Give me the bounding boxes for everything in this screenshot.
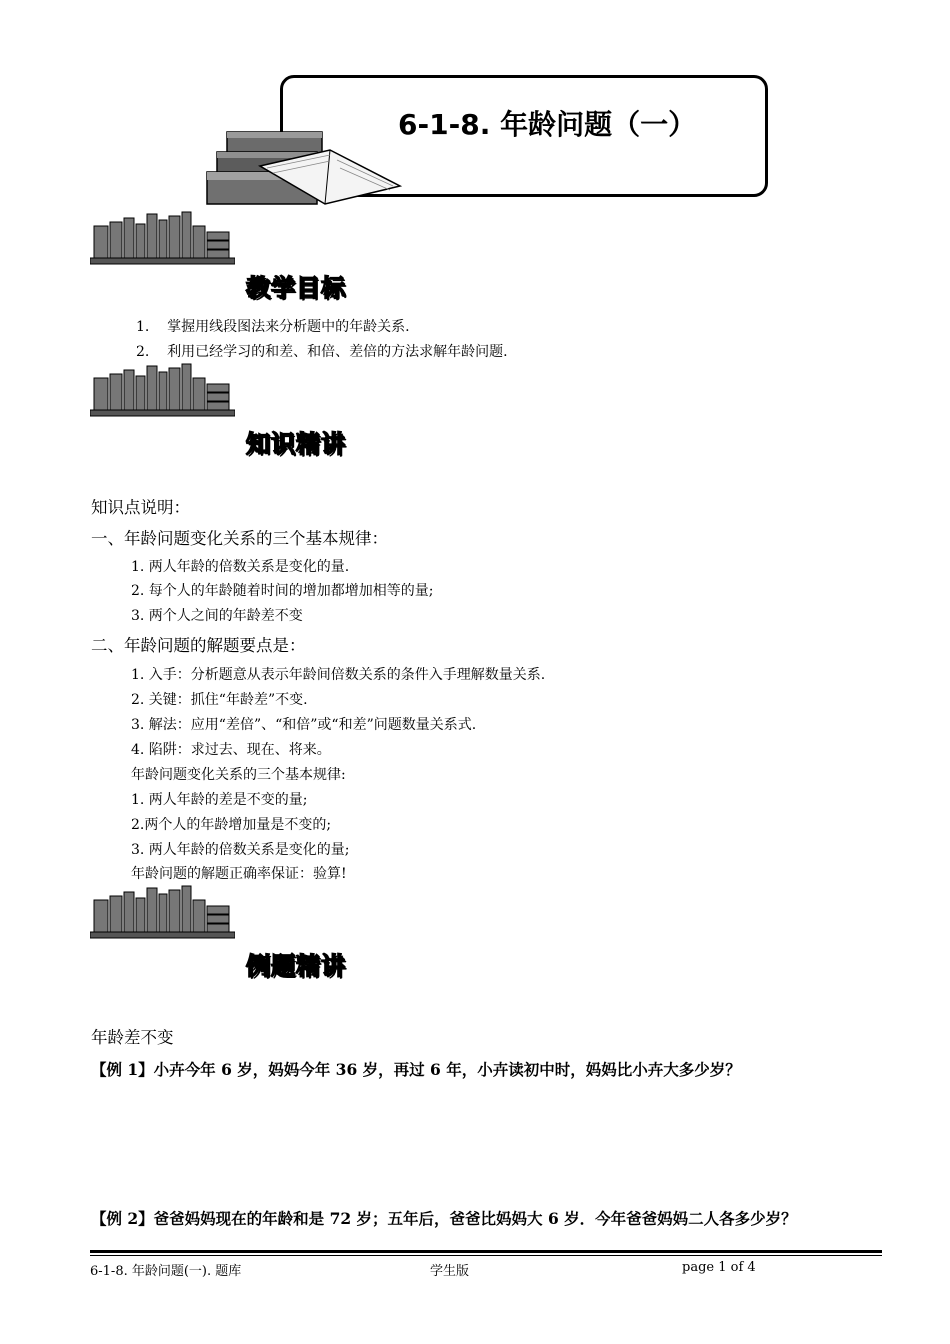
- footer-rule: [90, 1255, 882, 1256]
- list-item: 1. 入手：分析题意从表示年龄间倍数关系的条件入手理解数量关系.: [131, 667, 546, 683]
- list-item: 2. 关键：抓住“年龄差”不变.: [131, 692, 308, 708]
- footer-page-number: page 1 of 4: [682, 1260, 756, 1275]
- list-item: 3. 解法：应用“差倍”、“和倍”或“和差”问题数量关系式.: [131, 717, 477, 733]
- list-item: 2. 每个人的年龄随着时间的增加都增加相等的量;: [131, 583, 434, 599]
- examples-subtitle: 年龄差不变: [91, 1028, 174, 1047]
- bookshelf-icon: [90, 884, 235, 940]
- page-title: 6-1-8. 年龄问题（一）: [398, 108, 697, 141]
- list-item: 3. 两人年龄的倍数关系是变化的量;: [131, 842, 350, 858]
- section-title-knowledge: 知识精讲: [246, 430, 346, 458]
- books-illustration: [205, 128, 405, 210]
- list-item: 年龄问题的解题正确率保证：验算!: [131, 866, 347, 882]
- goal-item: 1. 掌握用线段图法来分析题中的年龄关系.: [136, 319, 410, 335]
- list-item: 1. 两人年龄的差是不变的量;: [131, 792, 308, 808]
- list-item: 2.两个人的年龄增加量是不变的;: [131, 817, 332, 833]
- list-item: 3. 两个人之间的年龄差不变: [131, 608, 303, 624]
- knowledge-intro: 知识点说明：: [91, 498, 190, 517]
- bookshelf-icon: [90, 362, 235, 418]
- example-1: 【例 1】小卉今年 6 岁，妈妈今年 36 岁，再过 6 年，小卉读初中时，妈妈比小卉大多少岁？: [91, 1060, 741, 1079]
- bookshelf-icon: [90, 210, 235, 266]
- footer-center: 学生版: [430, 1264, 470, 1279]
- list-item: 1. 两人年龄的倍数关系是变化的量.: [131, 559, 350, 575]
- knowledge-part2-title: 二、年龄问题的解题要点是：: [91, 636, 306, 655]
- list-item: 4. 陷阱：求过去、现在、将来。: [131, 742, 331, 758]
- knowledge-part1-title: 一、年龄问题变化关系的三个基本规律：: [91, 529, 388, 548]
- footer-left: 6-1-8. 年龄问题(一). 题库: [90, 1264, 242, 1279]
- section-title-examples: 例题精讲: [246, 952, 346, 980]
- goal-item: 2. 利用已经学习的和差、和倍、差倍的方法求解年龄问题.: [136, 344, 508, 360]
- section-title-goals: 教学目标: [246, 274, 346, 302]
- list-item: 年龄问题变化关系的三个基本规律:: [131, 767, 346, 783]
- footer-rule: [90, 1250, 882, 1253]
- example-2: 【例 2】爸爸妈妈现在的年龄和是 72 岁；五年后，爸爸比妈妈大 6 岁．今年爸爸妈妈二人各多少岁？: [91, 1209, 797, 1228]
